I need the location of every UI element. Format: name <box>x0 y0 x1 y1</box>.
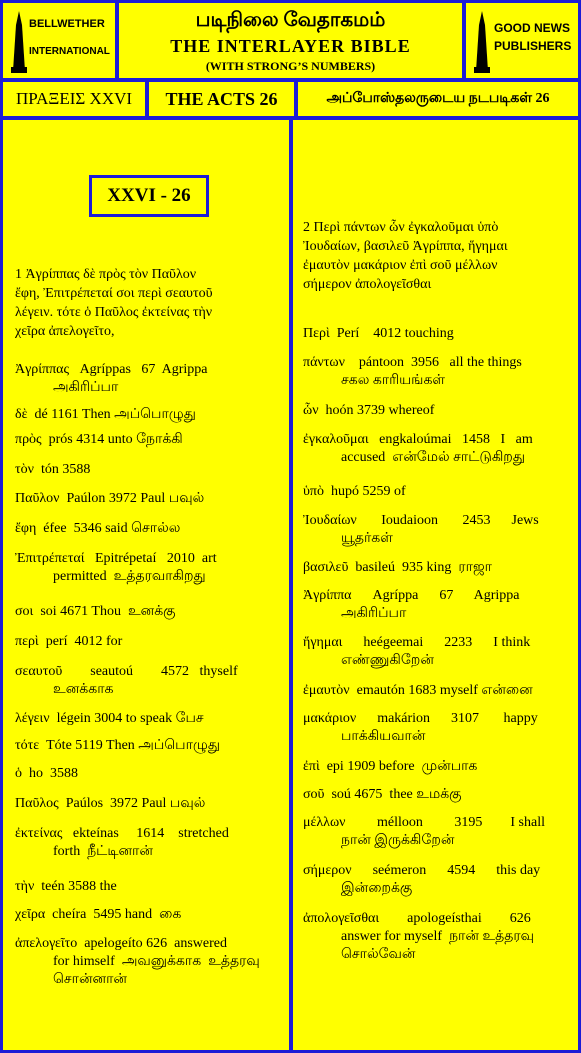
word-entry-line: Ἐπιτρέπεταί Epitrépetaí 2010 art <box>15 551 217 566</box>
word-entry <box>303 710 569 746</box>
word-entry <box>15 878 281 896</box>
word-entry-continuation: அகிரிப்பா <box>341 606 407 621</box>
word-entry-line: περὶ perí 4012 for <box>15 634 123 649</box>
word-entry-line: χεῖρα cheíra 5495 hand கை <box>15 907 182 922</box>
word-entry <box>15 361 281 397</box>
tower-icon <box>472 11 492 73</box>
word-entry <box>15 825 281 861</box>
word-entry-line: Ἀγρίππας Agríppas 67 Agrippa <box>15 362 208 377</box>
word-entry <box>15 765 281 783</box>
word-entry-line: μακάριον makárion 3107 happy <box>303 711 538 726</box>
word-entry <box>15 935 281 989</box>
tamil-chapter-heading <box>295 79 581 119</box>
right-column <box>290 117 581 1053</box>
word-entry-line: Περὶ Perí 4012 touching <box>303 326 454 341</box>
word-entry <box>303 910 569 964</box>
word-entry <box>303 786 569 804</box>
word-entry-line: ὁ ho 3588 <box>15 766 78 781</box>
word-entry-continuation: பாக்கியவான் <box>341 729 426 744</box>
word-entry-line: πρὸς prós 4314 unto நோக்கி <box>15 432 183 447</box>
word-entry <box>15 520 281 538</box>
word-entry <box>15 461 281 479</box>
word-entry-line: τὴν teén 3588 the <box>15 879 117 894</box>
word-entry <box>303 587 569 623</box>
verse-1 <box>15 265 281 341</box>
logo-text-line1: BELLWETHER <box>29 18 105 30</box>
word-entry-line: δὲ dé 1161 Then அப்பொழுது <box>15 407 196 422</box>
word-entry-line: τότε Tóte 5119 Then அப்பொழுது <box>15 738 220 753</box>
word-entry-continuation: உனக்காக <box>53 682 114 697</box>
word-entry <box>15 490 281 508</box>
verse-line: 2 Περὶ πάντων ὧν ἐγκαλοῦμαι ὑπὸ <box>303 220 499 235</box>
word-entry-line: ἐγκαλοῦμαι engkaloúmai 1458 I am <box>303 432 533 447</box>
word-entry-continuation: சகல காரியங்கள் <box>341 373 446 388</box>
word-entry-continuation: சொன்னான் <box>53 972 128 987</box>
word-entry-line: Ἰουδαίων Ioudaioon 2453 Jews <box>303 513 539 528</box>
tamil-chapter-text: அப்போஸ்தலருடைய நடபடிகள் 26 <box>326 91 550 106</box>
word-entry-line: σήμερον seémeron 4594 this day <box>303 863 541 878</box>
english-chapter-text: THE ACTS 26 <box>165 89 278 109</box>
word-entry-line: Παῦλον Paúlon 3972 Paul பவுல் <box>15 491 205 506</box>
word-entry <box>15 663 281 699</box>
word-entry-line: ὑπὸ hupó 5259 of <box>303 484 406 499</box>
english-chapter-heading <box>146 79 297 119</box>
word-entry <box>15 603 281 621</box>
word-entry-line: σοῦ soú 4675 thee உமக்கு <box>303 787 462 802</box>
logo-text-line2: PUBLISHERS <box>494 39 572 53</box>
verse-line: σήμερον ἀπολογεῖσθαι <box>303 277 432 292</box>
verse-line: χεῖρα ἀπελογεῖτο, <box>15 324 115 339</box>
word-entry-continuation: answer for myself நான் உத்தரவு <box>341 929 535 944</box>
word-entry-continuation: நான் இருக்கிறேன் <box>341 833 455 848</box>
word-entry-line: ὧν hoón 3739 whereof <box>303 403 435 418</box>
bell-tower-icon <box>9 11 29 73</box>
word-entry-line: ἔφη éfee 5346 said சொல்ல <box>15 521 181 536</box>
word-entry <box>303 512 569 548</box>
word-entry-line: ἐπὶ epi 1909 before முன்பாக <box>303 759 478 774</box>
word-entry <box>303 431 569 467</box>
title-english: THE INTERLAYER BIBLE <box>170 36 411 56</box>
good-news-logo <box>463 0 581 81</box>
verse-line: λέγειν. τότε ὁ Παῦλος ἐκτείνας τὴν <box>15 305 213 320</box>
word-entry <box>303 634 569 670</box>
word-entry-line: ἐκτείνας ekteínas 1614 stretched <box>15 826 229 841</box>
verse-2 <box>303 218 569 294</box>
word-entry <box>303 862 569 898</box>
verse-line: Ἰουδαίων, βασιλεῦ Ἀγρίππα, ἥγημαι <box>303 239 508 254</box>
word-entry <box>303 402 569 420</box>
word-entry-line: τὸν tón 3588 <box>15 462 91 477</box>
word-entry <box>15 710 281 728</box>
word-entry <box>303 483 569 501</box>
chapter-number-box: XXVI - 26 <box>89 175 209 217</box>
word-entry-line: πάντων pántoon 3956 all the things <box>303 355 522 370</box>
word-entry-line: λέγειν légein 3004 to speak பேச <box>15 711 204 726</box>
word-entry <box>303 559 569 577</box>
word-entry-continuation: permitted உத்தரவாகிறது <box>53 569 206 584</box>
word-entry <box>15 550 281 586</box>
word-entry <box>303 758 569 776</box>
word-entry-continuation: எண்ணுகிறேன் <box>341 653 434 668</box>
verse-line: ἐμαυτὸν μακάριον ἐπὶ σοῦ μέλλων <box>303 258 498 273</box>
word-entry-continuation: இன்றைக்கு <box>341 881 413 896</box>
word-entry-line: ἀπολογεῖσθαι apologeísthai 626 <box>303 911 531 926</box>
word-entry-line: ἀπελογεῖτο apelogeíto 626 answered <box>15 936 227 951</box>
word-entry <box>303 682 569 700</box>
word-entry-continuation: யூதர்கள் <box>341 531 393 546</box>
word-entry-line: Ἀγρίππα Agríppa 67 Agrippa <box>303 588 520 603</box>
word-entry <box>303 814 569 850</box>
word-entry-line: σοι soi 4671 Thou உனக்கு <box>15 604 176 619</box>
bellwether-logo <box>0 0 118 81</box>
word-entry-continuation: சொல்வேன் <box>341 947 416 962</box>
word-entry <box>15 906 281 924</box>
logo-text-line2: INTERNATIONAL <box>29 46 110 57</box>
word-entry <box>15 737 281 755</box>
word-entry <box>15 431 281 449</box>
word-entry <box>15 795 281 813</box>
word-entry-line: βασιλεῦ basileú 935 king ராஜா <box>303 560 492 575</box>
word-entry-continuation: அகிரிப்பா <box>53 380 119 395</box>
word-entry <box>15 406 281 424</box>
logo-text-line1: GOOD NEWS <box>494 21 571 35</box>
word-entry <box>15 633 281 651</box>
subtitle: (WITH STRONG’S NUMBERS) <box>205 59 376 73</box>
word-entry-line: μέλλων mélloon 3195 I shall <box>303 815 545 830</box>
word-entry-line: ἥγημαι heégeemai 2233 I think <box>303 635 531 650</box>
greek-chapter-text: ΠΡΑΞΕΙΣ XXVI <box>15 89 133 108</box>
word-entry-line: σεαυτοῦ seautoú 4572 thyself <box>15 664 238 679</box>
word-entry-continuation: for himself அவனுக்காக உத்தரவு <box>53 954 260 969</box>
verse-line: ἔφη, Ἐπιτρέπεταί σοι περὶ σεαυτοῦ <box>15 286 213 301</box>
word-entry <box>303 325 569 343</box>
title-block <box>116 0 465 81</box>
word-entry-line: ἐμαυτὸν emautón 1683 myself என்னை <box>303 683 533 698</box>
word-entry-continuation: forth நீட்டினான் <box>53 844 153 859</box>
word-entry-continuation: accused என்மேல் சாட்டுகிறது <box>341 450 525 465</box>
word-entry <box>303 354 569 390</box>
word-entry-line: Παῦλος Paúlos 3972 Paul பவுல் <box>15 796 206 811</box>
verse-line: 1 Ἀγρίππας δὲ πρὸς τὸν Παῦλον <box>15 267 197 282</box>
title-tamil: படிநிலை வேதாகமம் <box>195 9 386 31</box>
greek-chapter-heading <box>0 79 148 119</box>
left-column <box>0 117 292 1053</box>
